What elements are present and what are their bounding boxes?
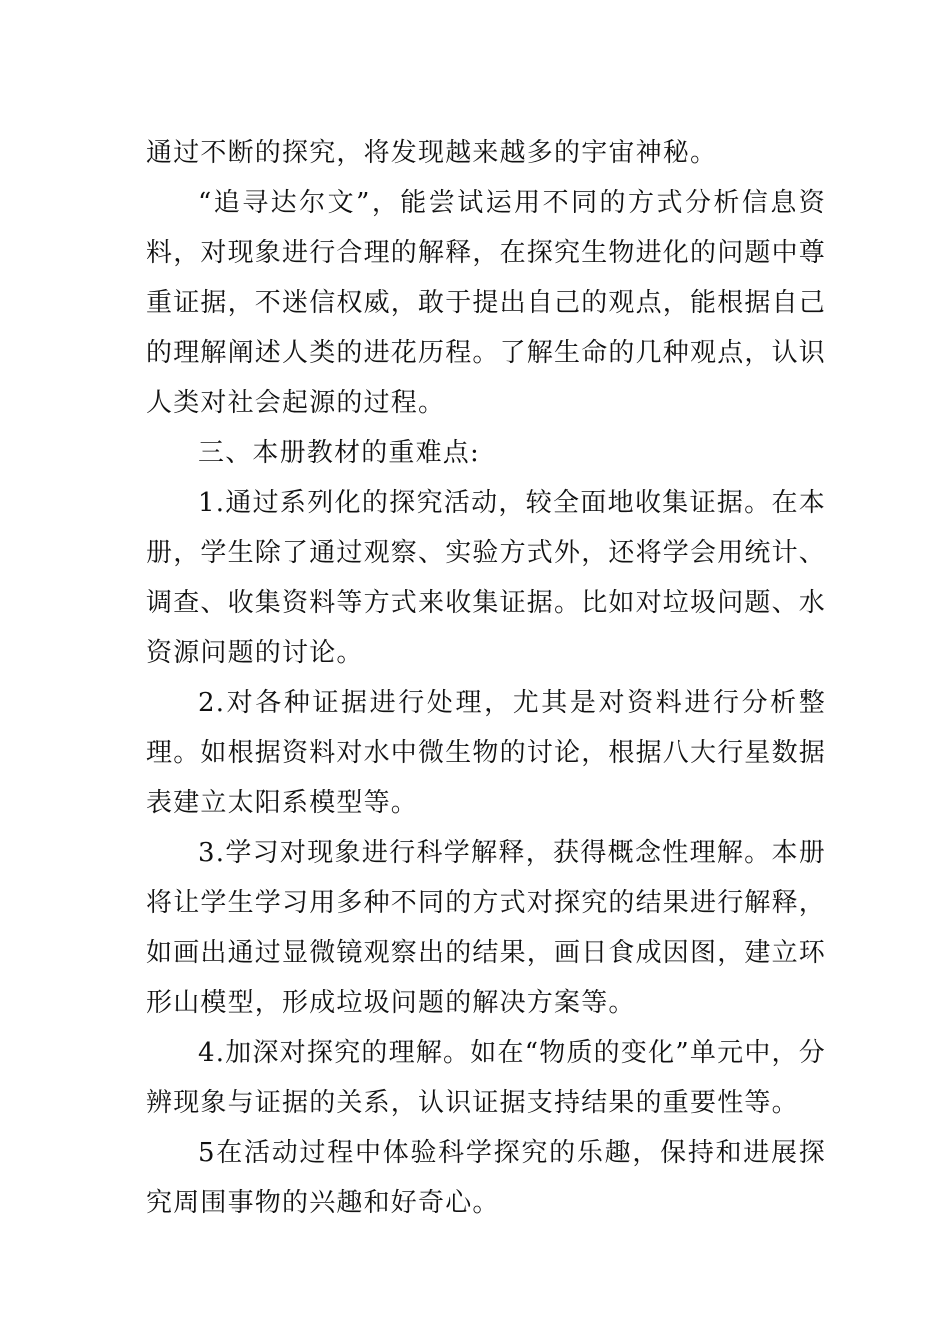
paragraph-point-3: 3.学习对现象进行科学解释，获得概念性理解。本册将让学生学习用多种不同的方式对探究的结果进行解释，如画出通过显微镜观察出的结果，画日食成因图，建立环形山模型，形成垃圾问题的解决方案等。	[146, 838, 827, 1018]
paragraph-point-1: 1.通过系列化的探究活动，较全面地收集证据。在本册，学生除了通过观察、实验方式外，还将学会用统计、调查、收集资料等方式来收集证据。比如对垃圾问题、水资源问题的讨论。	[146, 488, 827, 668]
paragraph-point-4: 4.加深对探究的理解。如在“物质的变化”单元中，分辨现象与证据的关系，认识证据支持结果的重要性等。	[146, 1038, 826, 1118]
section-heading-key-points: 三、本册教材的重难点:	[198, 438, 480, 468]
paragraph-darwin: “追寻达尔文”，能尝试运用不同的方式分析信息资料，对现象进行合理的解释，在探究生物进化的问题中尊重证据，不迷信权威，敢于提出自己的观点，能根据自己的理解阐述人类的进花历程。了解生命的几种观点，认识人类对社会起源的过程。	[146, 188, 827, 418]
paragraph-point-2: 2.对各种证据进行处理，尤其是对资料进行分析整理。如根据资料对水中微生物的讨论，根据八大行星数据表建立太阳系模型等。	[146, 688, 827, 818]
document-body	[146, 128, 826, 1228]
paragraph-continuation: 通过不断的探究，将发现越来越多的宇宙神秘。	[146, 138, 718, 168]
paragraph-point-5: 5在活动过程中体验科学探究的乐趣，保持和进展探究周围事物的兴趣和好奇心。	[146, 1138, 826, 1218]
